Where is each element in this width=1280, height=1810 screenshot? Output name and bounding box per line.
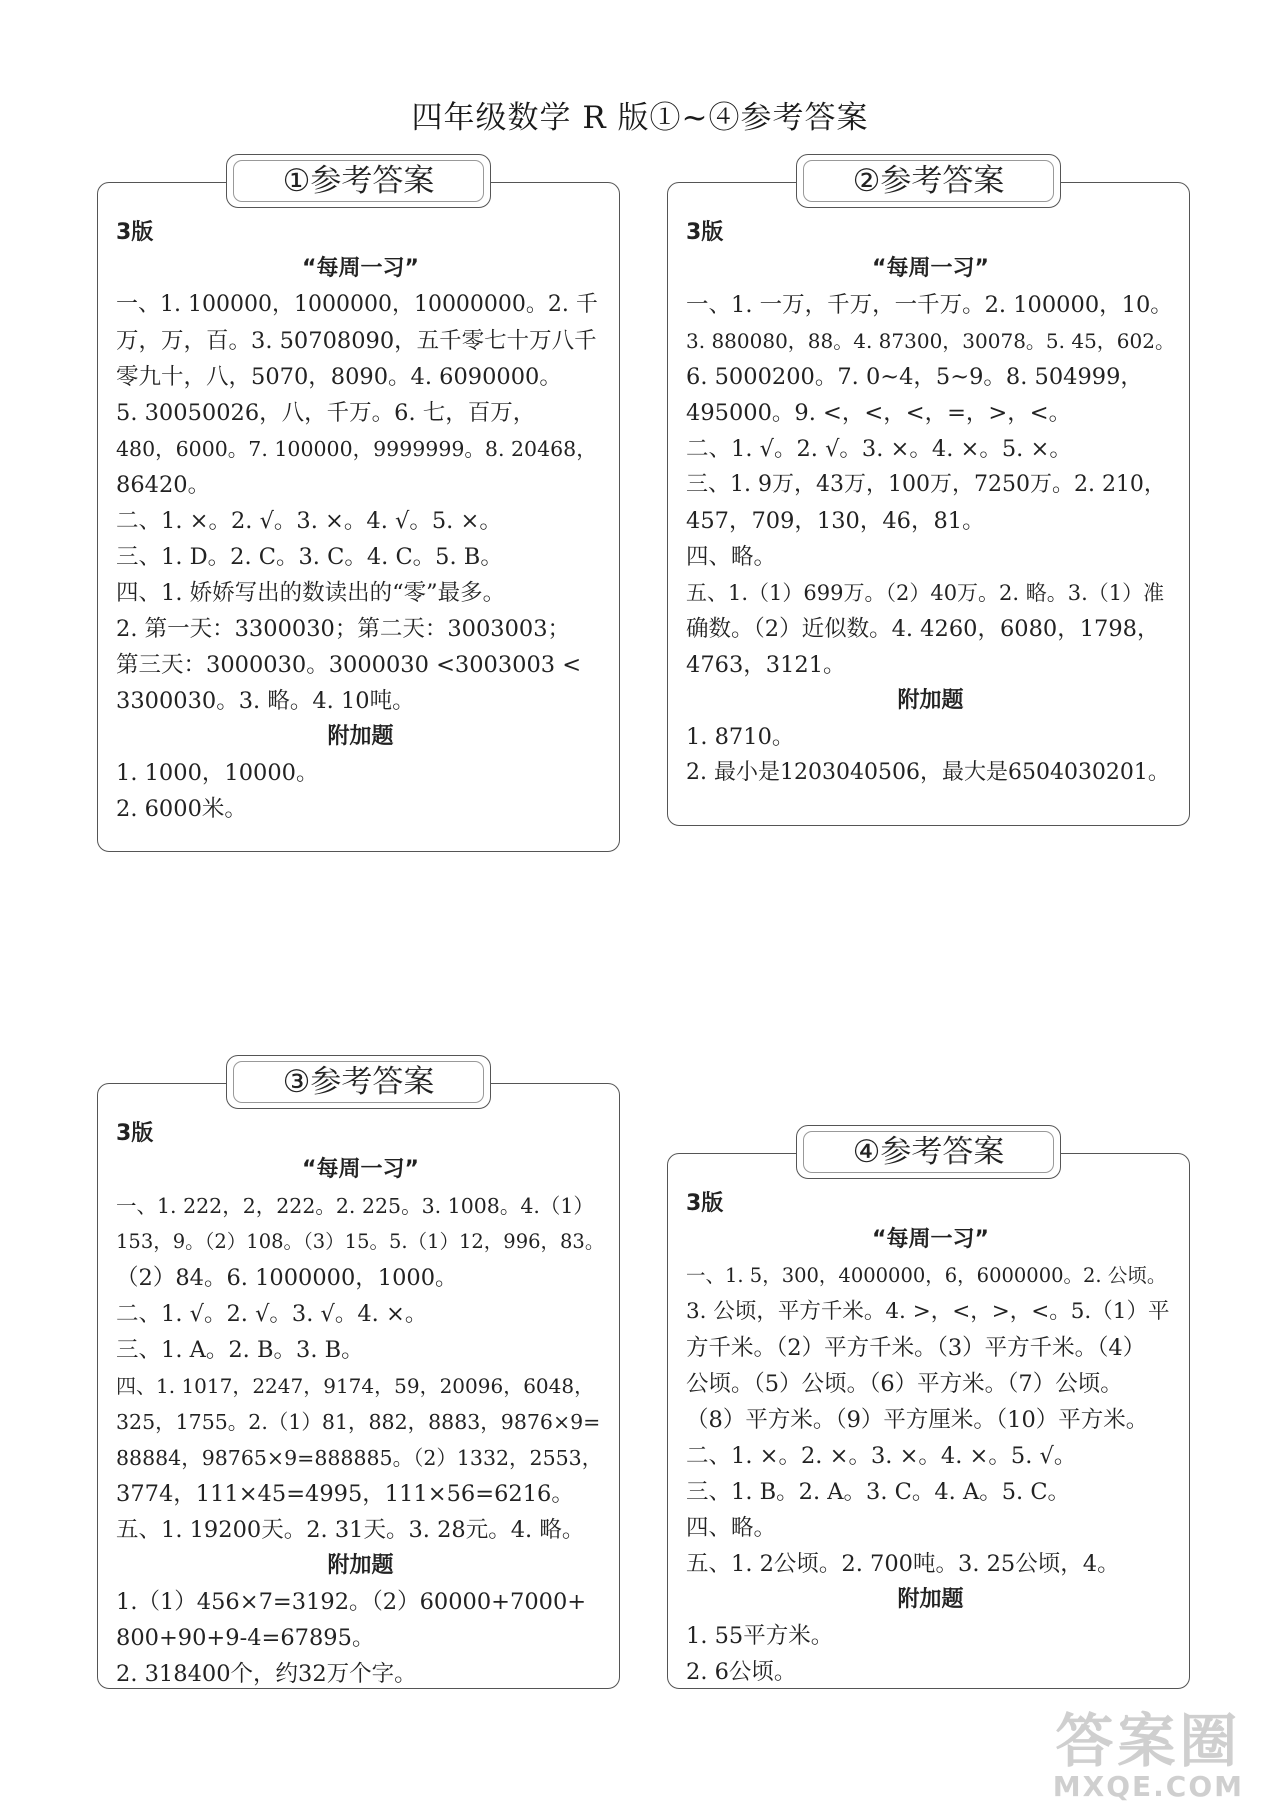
- answer-line: 3774，111×45=4995，111×56=6216。: [116, 1481, 574, 1507]
- answer-line: 零九十，八，5070，8090。4. 6090000。: [116, 364, 562, 390]
- answer-line: 三、1. 9万，43万，100万，7250万。2. 210，: [686, 472, 1166, 497]
- answer-line: 5. 30050026，八，千万。6. 七，百万，: [116, 400, 536, 426]
- answer-card-1: [97, 182, 620, 852]
- card-tab-1: ①参考答案: [226, 154, 491, 208]
- answer-line: 方千米。（2）平方千米。（3）平方千米。（4）: [686, 1335, 1146, 1361]
- section-heading: “每周一习”: [872, 1227, 989, 1252]
- bonus-heading: 附加题: [327, 1553, 394, 1578]
- answer-line: 3. 880080，88。4. 87300，30078。5. 45，602。: [686, 329, 1175, 353]
- answer-line: 万，万，百。3. 50708090，五千零七十万八千: [116, 328, 597, 354]
- answer-line: 四、略。: [686, 1515, 777, 1541]
- answer-line: 四、1. 1017，2247，9174，59，20096，6048，: [116, 1374, 595, 1398]
- answer-line: 一、1. 5，300，4000000，6，6000000。2. 公顷。: [686, 1264, 1167, 1287]
- answer-line: 三、1. B。2. A。3. C。4. A。5. C。: [686, 1479, 1071, 1505]
- answer-line: 公顷。（5）公顷。（6）平方米。（7）公顷。: [686, 1371, 1123, 1397]
- answer-line: （8）平方米。（9）平方厘米。（10）平方米。: [686, 1407, 1149, 1433]
- answer-line: （2）84。6. 1000000，1000。: [116, 1265, 458, 1291]
- answer-line: 2. 第一天：3300030；第二天：3003003；: [116, 616, 571, 642]
- page-title: 四年级数学 R 版①~④参考答案: [411, 100, 869, 136]
- section-heading: “每周一习”: [302, 256, 419, 281]
- edition-label: 3版: [686, 220, 724, 245]
- answer-line: 一、1. 一万，千万，一千万。2. 100000，10。: [686, 292, 1173, 318]
- answer-line: 五、1. 19200天。2. 31天。3. 28元。4. 略。: [116, 1517, 585, 1543]
- answer-line: 五、1. 2公顷。2. 700吨。3. 25公顷，4。: [686, 1551, 1120, 1577]
- answer-line: 88884，98765×9=888885。（2）1332，2553，: [116, 1446, 603, 1470]
- bonus-line: 2. 318400个，约32万个字。: [116, 1661, 417, 1687]
- bonus-line: 2. 6000米。: [116, 796, 247, 822]
- bonus-line: 1. 8710。: [686, 724, 795, 750]
- answer-line: 三、1. D。2. C。3. C。4. C。5. B。: [116, 544, 503, 570]
- answer-line: 153，9。（2）108。（3）15。5.（1）12，996，83。: [116, 1230, 605, 1253]
- answer-line: 3300030。3. 略。4. 10吨。: [116, 688, 415, 714]
- edition-label: 3版: [116, 220, 154, 245]
- edition-label: 3版: [686, 1191, 724, 1216]
- bonus-line: 1.（1）456×7=3192。（2）60000+7000+: [116, 1589, 587, 1615]
- answer-line: 457，709，130，46，81。: [686, 508, 985, 534]
- watermark-logo: [1052, 1707, 1244, 1803]
- answer-card-3: [97, 1083, 620, 1689]
- bonus-heading: 附加题: [327, 724, 394, 749]
- bonus-line: 800+90+9-4=67895。: [116, 1625, 375, 1651]
- answer-line: 四、1. 娇娇写出的数读出的“零”最多。: [116, 580, 506, 606]
- card-tab-4: ④参考答案: [796, 1125, 1061, 1179]
- bonus-line: 1. 55平方米。: [686, 1623, 834, 1649]
- answer-line: 325，1755。2.（1）81，882，8883，9876×9=: [116, 1410, 601, 1434]
- answer-line: 确数。（2）近似数。4. 4260，6080，1798，: [686, 616, 1160, 642]
- section-heading: “每周一习”: [302, 1157, 419, 1182]
- answer-line: 495000。9. <，<，<，=，>，<。: [686, 400, 1072, 426]
- answer-line: 一、1. 222，2，222。2. 225。3. 1008。4.（1）: [116, 1194, 594, 1218]
- answer-line: 二、1. ×。2. √。3. ×。4. √。5. ×。: [116, 508, 502, 534]
- card-tab-2: ②参考答案: [796, 154, 1061, 208]
- answer-line: 480，6000。7. 100000，9999999。8. 20468，: [116, 437, 597, 461]
- answer-line: 五、1.（1）699万。（2）40万。2. 略。3.（1）准: [686, 581, 1165, 605]
- card-tab-3: ③参考答案: [226, 1055, 491, 1109]
- answer-line: 3. 公顷，平方千米。4. >，<，>，<。5.（1）平: [686, 1299, 1170, 1324]
- bonus-line: 2. 6公顷。: [686, 1659, 797, 1685]
- answer-line: 4763，3121。: [686, 652, 846, 678]
- answer-card-4: [667, 1153, 1190, 1689]
- answer-line: 一、1. 100000，1000000，10000000。2. 千: [116, 292, 598, 317]
- bonus-line: 1. 1000，10000。: [116, 760, 319, 786]
- answer-line: 二、1. ×。2. ×。3. ×。4. ×。5. √。: [686, 1443, 1077, 1469]
- section-heading: “每周一习”: [872, 256, 989, 281]
- answer-line: 6. 5000200。7. 0~4，5~9。8. 504999，: [686, 364, 1143, 390]
- answer-card-2: [667, 182, 1190, 826]
- answer-line: 二、1. √。2. √。3. ×。4. ×。5. ×。: [686, 436, 1072, 462]
- answer-line: 四、略。: [686, 544, 777, 570]
- answer-line: 二、1. √。2. √。3. √。4. ×。: [116, 1301, 428, 1327]
- watermark-text: 答案圈: [1055, 1707, 1242, 1775]
- edition-label: 3版: [116, 1121, 154, 1146]
- answer-line: 86420。: [116, 472, 211, 498]
- bonus-heading: 附加题: [897, 1587, 964, 1612]
- bonus-line: 2. 最小是1203040506，最大是6504030201。: [686, 760, 1170, 785]
- answer-line: 三、1. A。2. B。3. B。: [116, 1337, 364, 1363]
- bonus-heading: 附加题: [897, 688, 964, 713]
- watermark-url: MXQE.COM: [1052, 1770, 1244, 1803]
- answer-line: 第三天：3000030。3000030 <3003003 <: [116, 652, 582, 678]
